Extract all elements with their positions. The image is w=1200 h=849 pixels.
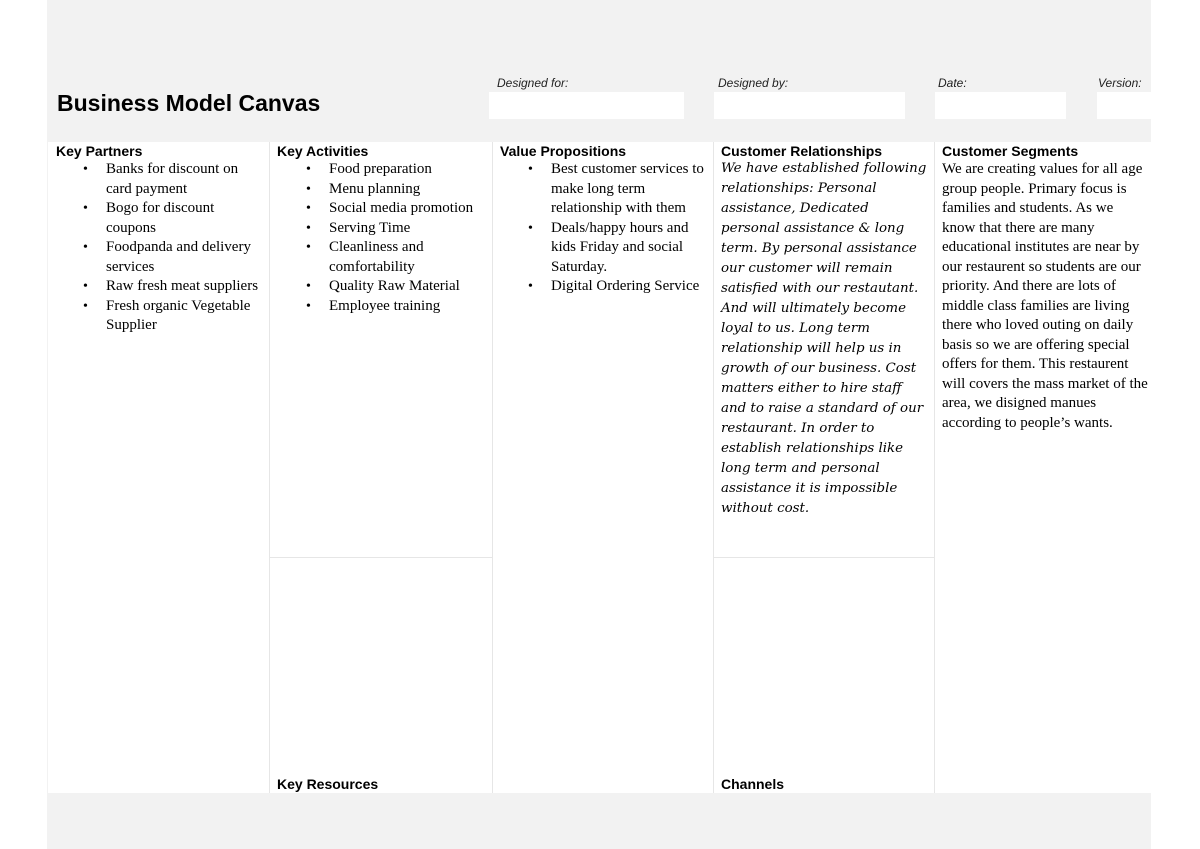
- customer-segments-heading: Customer Segments: [942, 143, 1079, 159]
- key-partners-section: [56, 143, 266, 336]
- designed-by-field[interactable]: [714, 92, 905, 119]
- list-item: • Digital Ordering Service: [551, 277, 708, 297]
- value-propositions-heading: Value Propositions: [500, 143, 627, 159]
- version-field[interactable]: [1097, 92, 1156, 119]
- designed-by-label: Designed by:: [718, 76, 789, 90]
- customer-segments-section: [942, 143, 1152, 433]
- list-item: • Employee training: [329, 297, 487, 317]
- key-resources-heading: Key Resources: [277, 776, 379, 792]
- customer-relationships-heading: Customer Relationships: [721, 143, 883, 159]
- list-item: • Best customer services to make long term relationship with them: [551, 160, 708, 219]
- list-item: • Social media promotion: [329, 199, 487, 219]
- column-divider: [934, 142, 935, 793]
- date-field[interactable]: [935, 92, 1066, 119]
- list-item: • Foodpanda and delivery services: [106, 238, 264, 277]
- value-propositions-section: [500, 143, 710, 297]
- page-title: Business Model Canvas: [57, 90, 321, 116]
- list-item: • Serving Time: [329, 219, 487, 239]
- list-item: • Deals/happy hours and kids Friday and social Saturday.: [551, 219, 708, 278]
- version-label: Version:: [1098, 76, 1142, 90]
- list-item: • Banks for discount on card payment: [106, 160, 264, 199]
- list-item: • Bogo for discount coupons: [106, 199, 264, 238]
- customer-relationships-section: [721, 143, 931, 519]
- column-divider: [269, 142, 270, 793]
- list-item: • Menu planning: [329, 180, 487, 200]
- customer-relationships-text: We have established following relationships: Personal assistance, Dedicated personal assistance & long term. By personal assistance our customer will remain satisfied with our restautant. And will ultimately become loyal to us. Long term relationship will help us in growth of our business. Cost matters either to hire staff and to raise a standard of our restaurant. In order to establish relationships like long term and personal assistance it is impossible without cost.: [721, 161, 927, 516]
- key-activities-heading: Key Activities: [277, 143, 369, 159]
- date-label: Date:: [938, 76, 967, 90]
- column-divider: [492, 142, 493, 793]
- customer-segments-text: We are creating values for all age group people. Primary focus is families and students. As we know that there are many educational institutes are near by our restaurent so students are our priority. And there are lots of middle class families are living there who loved outing on daily basis so we are offering special offers for them. This restaurent will covers the mass market of the area, we disigned manues according to people’s wants.: [942, 161, 1148, 431]
- list-item: • Raw fresh meat suppliers: [106, 277, 264, 297]
- row-divider: [713, 557, 934, 558]
- key-activities-section: [277, 143, 489, 316]
- column-divider: [713, 142, 714, 793]
- value-propositions-list: [551, 160, 708, 297]
- designed-for-label: Designed for:: [497, 76, 569, 90]
- list-item: • Quality Raw Material: [329, 277, 487, 297]
- key-partners-list: [106, 160, 264, 336]
- list-item: • Cleanliness and comfortability: [329, 238, 487, 277]
- key-partners-heading: Key Partners: [56, 143, 143, 159]
- list-item: • Fresh organic Vegetable Supplier: [106, 297, 264, 336]
- list-item: • Food preparation: [329, 160, 487, 180]
- key-activities-list: [329, 160, 487, 316]
- designed-for-field[interactable]: [489, 92, 684, 119]
- channels-heading: Channels: [721, 776, 785, 792]
- row-divider: [269, 557, 492, 558]
